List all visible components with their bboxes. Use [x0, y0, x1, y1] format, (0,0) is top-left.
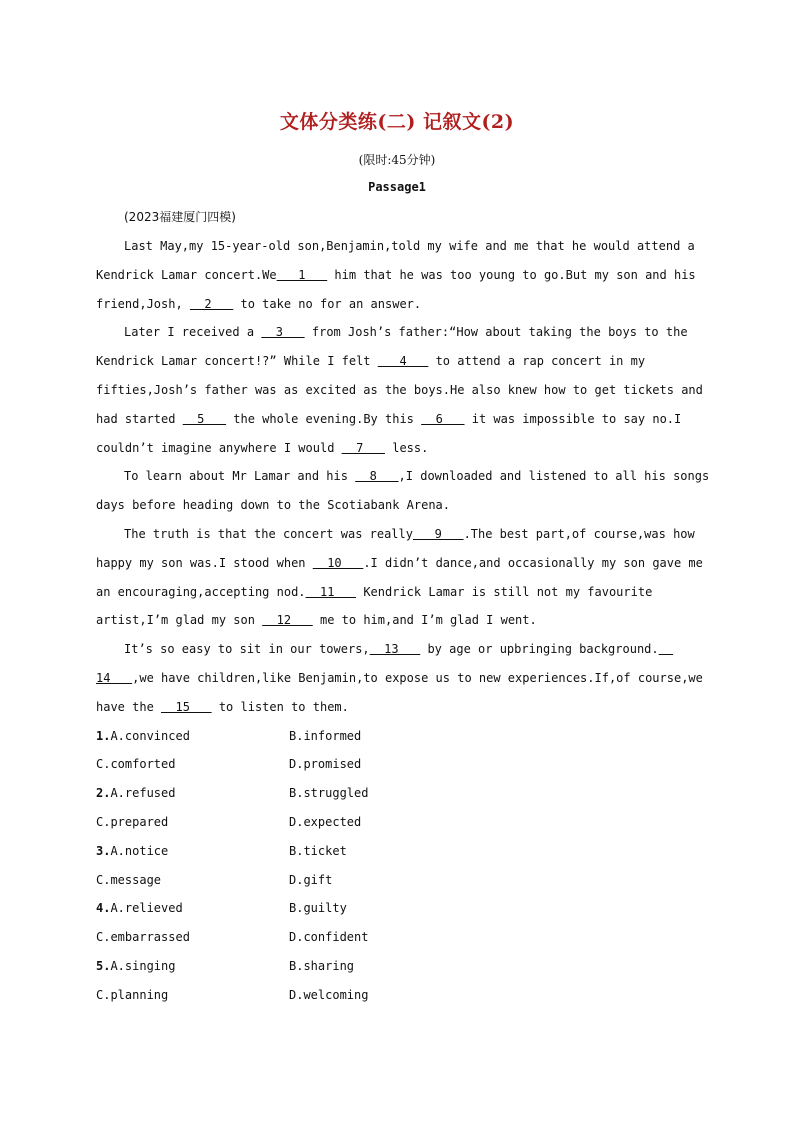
passage-line: Later I received a 3 from Josh’s father:“How about taking the boys to the: [124, 325, 688, 339]
option-2d: D.expected: [289, 815, 362, 829]
passage-heading: Passage1: [368, 180, 426, 194]
time-limit: (限时:45分钟): [358, 153, 436, 167]
option-2a: 2.A.refused: [96, 786, 176, 800]
blank-7: 7: [341, 441, 385, 455]
blank-14: 14: [96, 671, 133, 685]
passage-line: happy my son was.I stood when 10 .I didn’t dance,and occasionally my son gave me: [96, 556, 703, 570]
blank-14-start: [659, 642, 673, 656]
option-5d: D.welcoming: [289, 988, 369, 1002]
option-2c: C.prepared: [96, 815, 169, 829]
blank-2: 2: [189, 297, 234, 311]
passage-line: 14 ,we have children,like Benjamin,to expose us to new experiences.If,of course,we: [96, 671, 703, 685]
option-1c: C.comforted: [96, 757, 176, 771]
blank-11: 11: [305, 585, 357, 599]
blank-10: 10: [312, 556, 364, 570]
option-4d: D.confident: [289, 930, 369, 944]
option-3c: C.message: [96, 873, 162, 887]
page-title: 文体分类练(二) 记叙文(2): [279, 111, 515, 133]
passage-line: had started 5 the whole evening.By this 6 it was impossible to say no.I: [96, 412, 682, 426]
blank-15: 15: [161, 700, 212, 714]
passage-line: Kendrick Lamar concert!?” While I felt 4 to attend a rap concert in my: [96, 354, 646, 368]
blank-13: 13: [369, 642, 421, 656]
passage-line: To learn about Mr Lamar and his 8 ,I downloaded and listened to all his songs: [124, 469, 710, 483]
blank-8: 8: [355, 469, 399, 483]
passage-line: have the 15 to listen to them.: [96, 700, 349, 714]
blank-1: 1: [276, 268, 328, 282]
option-2b: B.struggled: [289, 786, 369, 800]
option-1a: 1.A.convinced: [96, 729, 190, 743]
blank-6: 6: [421, 412, 465, 426]
option-4b: B.guilty: [289, 901, 347, 915]
passage-line: couldn’t imagine anywhere I would 7 less.: [96, 441, 429, 455]
blank-3: 3: [261, 325, 305, 339]
passage-line: Last May,my 15-year-old son,Benjamin,told my wife and me that he would attend a: [124, 239, 695, 253]
option-1d: D.promised: [289, 757, 362, 771]
option-5a: 5.A.singing: [96, 959, 176, 973]
source-note: (2023福建厦门四模): [124, 210, 236, 224]
passage-line: fifties,Josh’s father was as excited as the boys.He also knew how to get tickets and: [96, 383, 703, 397]
option-4c: C.embarrassed: [96, 930, 190, 944]
passage-line: The truth is that the concert was really 9 .The best part,of course,was how: [124, 527, 695, 541]
passage-line: artist,I’m glad my son 12 me to him,and I’m glad I went.: [96, 613, 537, 627]
option-1b: B.informed: [289, 729, 362, 743]
option-3d: D.gift: [289, 873, 333, 887]
option-4a: 4.A.relieved: [96, 901, 183, 915]
blank-5: 5: [182, 412, 227, 426]
passage-line: days before heading down to the Scotiabank Arena.: [96, 498, 451, 512]
blank-12: 12: [262, 613, 313, 627]
passage-line: friend,Josh, 2 to take no for an answer.: [96, 297, 422, 311]
blank-4: 4: [377, 354, 429, 368]
option-3a: 3.A.notice: [96, 844, 169, 858]
option-5c: C.planning: [96, 988, 169, 1002]
passage-line: Kendrick Lamar concert.We 1 him that he was too young to go.But my son and his: [96, 268, 696, 282]
blank-9: 9: [412, 527, 464, 541]
option-3b: B.ticket: [289, 844, 347, 858]
passage-line: It’s so easy to sit in our towers, 13 by age or upbringing background.: [124, 641, 673, 657]
passage-line: an encouraging,accepting nod. 11 Kendrick Lamar is still not my favourite: [96, 585, 653, 599]
option-5b: B.sharing: [289, 959, 355, 973]
